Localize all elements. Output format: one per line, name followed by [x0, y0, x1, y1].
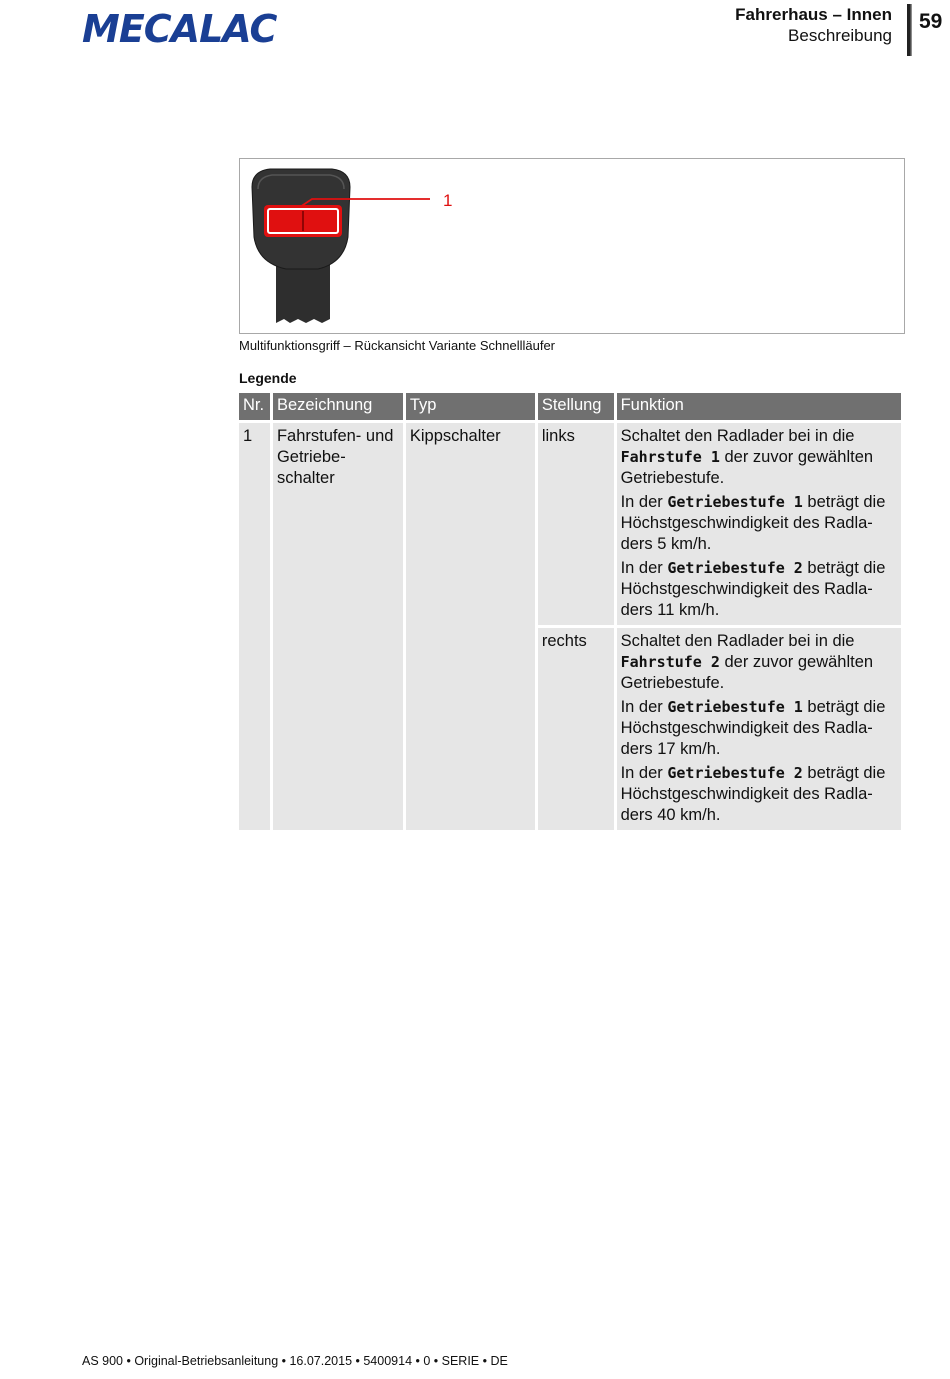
text-run: In der	[620, 698, 663, 716]
col-header-bezeichnung: Bezeichnung	[273, 393, 403, 420]
col-header-funktion: Funktion	[617, 393, 901, 420]
text-run: Schaltet den Radlader bei in die	[620, 427, 855, 445]
cell-bezeichnung	[273, 423, 403, 830]
funktion-paragraph	[621, 763, 897, 826]
funktion-paragraph	[621, 697, 897, 760]
col-header-stellung: Stellung	[538, 393, 614, 420]
legend-title: Legende	[239, 370, 297, 386]
text-run: In der	[620, 559, 663, 577]
section-title: Fahrerhaus – Innen	[735, 5, 892, 24]
section-header	[735, 4, 892, 46]
col-header-typ: Typ	[406, 393, 535, 420]
text-run: beträgt die Höchstgeschwindigkeit des Radla-ders 40 km/h.	[620, 764, 886, 824]
figure-frame	[239, 158, 905, 334]
funktion-paragraph	[621, 558, 897, 621]
code-term: Getriebestufe 1	[667, 493, 803, 511]
figure-caption: Multifunktionsgriff – Rückansicht Variante Schnellläufer	[239, 338, 556, 353]
cell-funktion-rechts	[617, 628, 901, 830]
text-run: In der	[620, 764, 663, 782]
legend-table	[236, 390, 904, 833]
text-run: der zuvor gewählten Getriebestufe.	[620, 448, 874, 487]
code-term: Getriebestufe 1	[667, 698, 803, 716]
cell-funktion-links	[617, 423, 901, 625]
text-run: In der	[620, 493, 663, 511]
code-term: Fahrstufe 2	[620, 653, 720, 671]
text-run: der zuvor gewählten Getriebestufe.	[620, 653, 874, 692]
funktion-paragraph	[621, 631, 897, 694]
code-term: Getriebestufe 2	[667, 559, 803, 577]
text-run: beträgt die Höchstgeschwindigkeit des Radla-ders 17 km/h.	[620, 698, 886, 758]
cell-nr: 1	[239, 423, 270, 830]
text-run: beträgt die Höchstgeschwindigkeit des Radla-ders 11 km/h.	[620, 559, 886, 619]
page-footer: AS 900 • Original-Betriebsanleitung • 16.07.2015 • 5400914 • 0 • SERIE • DE	[82, 1354, 508, 1368]
funktion-paragraph	[621, 426, 897, 489]
table-row	[239, 423, 901, 625]
text-run: Schaltet den Radlader bei in die	[620, 632, 855, 650]
col-header-nr: Nr.	[239, 393, 270, 420]
text-run: beträgt die Höchstgeschwindigkeit des Radla-ders 5 km/h.	[620, 493, 886, 553]
logo-text: MECALAC	[82, 7, 277, 50]
cell-stellung-links: links	[538, 423, 614, 625]
code-term: Fahrstufe 1	[620, 448, 720, 466]
legend-header-row	[239, 393, 901, 420]
funktion-paragraph	[621, 492, 897, 555]
page-number: 59	[919, 10, 943, 33]
callout-label: 1	[443, 191, 453, 210]
header-divider	[907, 4, 912, 56]
multifunction-grip-illustration	[240, 159, 904, 333]
mecalac-logo	[82, 6, 287, 50]
code-term: Getriebestufe 2	[667, 764, 803, 782]
section-subtitle: Beschreibung	[788, 26, 892, 45]
cell-stellung-rechts: rechts	[538, 628, 614, 830]
bezeichnung-text: Fahrstufen- und Getriebe-schalter	[276, 427, 394, 487]
cell-typ: Kippschalter	[406, 423, 535, 830]
